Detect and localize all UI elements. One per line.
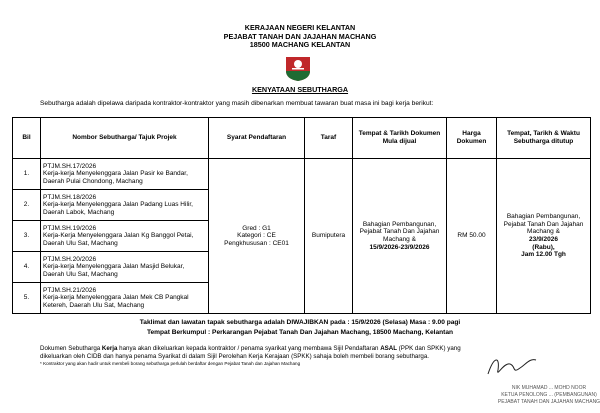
tempat-tutup-cell: [497, 159, 591, 314]
row-bil: 5.: [13, 283, 41, 314]
project-title: Kerja-kerja Menyelenggara Jalan Padang Luas Hilir, Daerah Labok, Machang: [43, 201, 193, 216]
header-line-1: KERAJAAN NEGERI KELANTAN: [244, 23, 356, 32]
note-line-1: [40, 345, 461, 352]
table-header-row: [13, 118, 591, 159]
signature-name: NIK MUHAMAD ... MOHD NOOR: [511, 385, 587, 391]
row-bil: 1.: [13, 159, 41, 190]
intro-text: Sebutharga adalah dipelawa daripada kontraktor-kontraktor yang masih dibenarkan membuat tawaran buat masa ini bagi kerja berikut:: [40, 100, 434, 107]
project-code: PTJM.SH.17/2026: [43, 162, 97, 170]
syarat-cell: [209, 159, 305, 314]
harga-cell: RM 50.00: [447, 159, 497, 314]
header-syarat: Syarat Pendaftaran: [209, 118, 305, 159]
row-project: [41, 159, 209, 190]
note-1-bold2: ASAL: [380, 345, 398, 352]
row-project: [41, 252, 209, 283]
project-title: Kerja-Kerja Menyelenggara Jalan Kg Banggol Petai, Daerah Ulu Sat, Machang: [43, 232, 194, 247]
tempat-tutup-day: (Rabu),: [532, 243, 555, 251]
header-nombor: Nombor Sebutharga/ Tajuk Projek: [41, 118, 209, 159]
project-code: PTJM.SH.18/2026: [43, 193, 97, 201]
header-line-3: 18500 MACHANG KELANTAN: [249, 40, 351, 49]
note-1-pre: Dokumen Sebutharga: [40, 345, 102, 352]
syarat-gred: Gred : G1: [242, 224, 271, 232]
note-line-3: * Kontraktor yang akan hadir untuk membeli borang sebutharga perlulah berdaftar dengan Pejabat Tanah dan Jajahan Machang: [40, 361, 301, 366]
taklimat-text: Taklimat dan lawatan tapak sebutharga adalah DIWAJIBKAN pada : 15/9/2026 (Selasa) Masa : 9.00 pagi: [139, 319, 461, 326]
syarat-pengkhususan: Pengkhususan : CE01: [224, 239, 289, 247]
row-bil: 3.: [13, 221, 41, 252]
signature-line-2: KETUA PENOLONG ... (PEMBANGUNAN): [501, 392, 597, 398]
project-code: PTJM.SH.19/2026: [43, 224, 97, 232]
row-bil: 4.: [13, 252, 41, 283]
tempat-mula-text: Bahagian Pembangunan, Pejabat Tanah Dan Jajahan Machang &: [359, 220, 440, 243]
page-title: KENYATAAN SEBUTHARGA: [251, 85, 349, 94]
taraf-cell: Bumiputera: [305, 159, 353, 314]
row-project: [41, 190, 209, 221]
tempat-tutup-date: 23/9/2026: [529, 236, 558, 243]
tempat-mula-cell: [353, 159, 447, 314]
table-row: [13, 159, 591, 190]
header-tempat-mula: Tempat & Tarikh Dokumen Mula dijual: [353, 118, 447, 159]
tempat-tutup-time: Jam 12.00 Tgh: [521, 251, 566, 259]
note-1-post: (PPK dan SPKK) yang: [397, 345, 461, 352]
project-title: Kerja-kerja Menyelenggara Jalan Pasir ke Bandar, Daerah Pulai Chondong, Machang: [43, 170, 188, 185]
header-tempat-tutup: Tempat, Tarikh & Waktu Sebutharga ditutup: [497, 118, 591, 159]
tempat-mula-dates: 15/9/2026-23/9/2026: [369, 243, 430, 251]
project-title: Kerja-kerja Menyelenggara Jalan Mek CB Pangkal Ketereh, Daerah Ulu Sat, Machang: [43, 294, 189, 309]
project-code: PTJM.SH.21/2026: [43, 286, 97, 294]
project-title: Kerja-kerja Menyelenggara Jalan Masjid Belukar, Daerah Ulu Sat, Machang: [43, 263, 185, 278]
header-taraf: Taraf: [305, 118, 353, 159]
note-line-2: dikeluarkan oleh CIDB dan hanya penama Syarikat di dalam Sijil Perolehan Kerja Kerajaan (SPKK) sahaja boleh membeli borang sebutharga.: [40, 353, 430, 360]
tempat-tutup-text: Bahagian Pembangunan, Pejabat Tanah Dan Jajahan Machang &: [503, 213, 584, 236]
syarat-kategori: Kategori : CE: [237, 232, 276, 240]
kelantan-crest-icon: [284, 56, 312, 82]
signature-line-3: PEJABAT TANAH DAN JAJAHAN MACHANG: [497, 399, 600, 405]
header-bil: Bil: [13, 118, 41, 159]
tender-table: [12, 117, 591, 314]
header-line-2: PEJABAT TANAH DAN JAJAHAN MACHANG: [223, 31, 377, 41]
row-bil: 2.: [13, 190, 41, 221]
row-project: [41, 221, 209, 252]
tempat-berkumpul-text: Tempat Berkumpul : Perkarangan Pejabat Tanah Dan Jajahan Machang, 18500 Machang, Kelantan: [146, 329, 454, 336]
signature-icon: [482, 352, 542, 382]
note-1-mid: hanya akan dikeluarkan kepada kontraktor / penama syarikat yang membawa Sijil Pendaftaran: [117, 345, 381, 352]
row-project: [41, 283, 209, 314]
header-harga: Harga Dokumen: [447, 118, 497, 159]
note-1-bold: Kerja: [101, 345, 118, 352]
project-code: PTJM.SH.20/2026: [43, 255, 97, 263]
